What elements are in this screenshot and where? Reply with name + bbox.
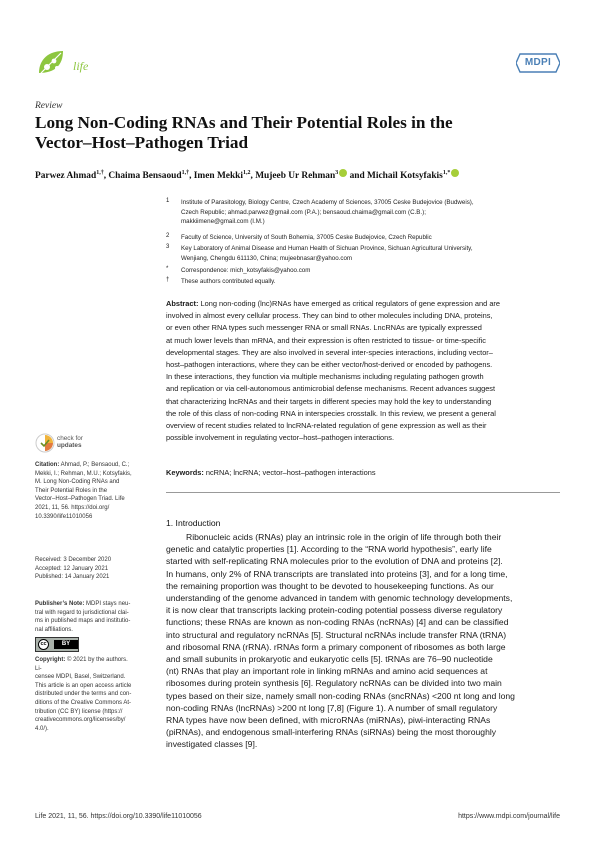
body-line: it is now clear that transcripts lacking protein-coding potential possess diverse regulatory	[166, 605, 503, 616]
citation-label: Citation:	[35, 462, 60, 468]
received-date: Received: 3 December 2020	[35, 557, 112, 563]
check-updates-line-2: updates	[57, 442, 82, 449]
abstract-line: possible involvement in regulating vector–host–pathogen interactions.	[166, 433, 395, 443]
body-line: investigated classes [9].	[166, 739, 258, 750]
body-line: started with self-replicating RNA molecules prior to the evolution of DNA and proteins [2].	[166, 556, 503, 567]
abstract-line: or even other RNA types such messenger RNA or small RNAs. LncRNAs are typically expressed	[166, 323, 482, 333]
author-separator: ,	[250, 171, 256, 181]
abstract-line: the role of this class of non-coding RNA in interspecies crosstalk. In this review, we present a general	[166, 408, 496, 418]
body-line: RNA types have now been defined, with microRNAs (miRNAs), piwi-interacting RNAs	[166, 715, 491, 726]
affiliation-item	[166, 198, 566, 227]
copyright-line: ditions of the Creative Commons At-	[35, 699, 132, 706]
copyright-line: tribution (CC BY) license (https://	[35, 708, 123, 715]
article-type: Review	[35, 101, 63, 111]
abstract	[166, 298, 566, 444]
affiliation-number: 1	[166, 198, 170, 204]
author-separator: ,	[103, 171, 109, 181]
title-line-2: Vector–Host–Pathogen Triad	[35, 133, 249, 152]
author-affiliation-marker: 3	[335, 169, 339, 176]
body-line: and small subunits in prokaryotic and eukaryotic cells [5]. tRNAs are 76–90 nucleotide	[166, 654, 493, 665]
author-separator: and	[347, 171, 368, 181]
abstract-line: and replication or via cell-autonomous antimicrobial defense mechanisms. Recent advances suggest	[166, 384, 496, 394]
author-affiliation-marker: 1,*	[442, 169, 451, 176]
body-line: types based on their size, namely small non-coding RNAs (sncRNAs) <200 nt long and long	[166, 690, 515, 701]
cc-icon: cc	[38, 639, 49, 650]
author-name[interactable]: Mujeeb Ur Rehman	[255, 171, 336, 181]
citation-line: Their Potential Roles in the	[35, 487, 108, 494]
body-line: ribosomes during protein synthesis [6]. Regulatory ncRNAs can be divided into two main	[166, 678, 502, 689]
affiliation-line: Wenjiang, Chengdu 611130, China; mujeebnasar@yahoo.com	[181, 254, 353, 262]
orcid-icon[interactable]	[451, 169, 459, 177]
citation-line: M. Long Non-Coding RNAs and	[35, 479, 120, 486]
abstract-line: at much lower levels than mRNA, and their expression is often restricted to tissue- or time-specific	[166, 335, 486, 345]
publisher-note-text: MDPI stays neu-	[86, 601, 131, 607]
abstract-line: overview of recent studies related to lncRNA-related regulation of gene expression as well as their	[166, 421, 487, 431]
abstract-label: Abstract:	[166, 299, 199, 308]
citation-text: Ahmad, P.; Bensaoud, C.;	[60, 462, 130, 468]
body-line: genetic and catalytic properties [1]. According to the “RNA world hypothesis”, early life	[166, 544, 492, 555]
keywords-label: Keywords:	[166, 468, 204, 477]
copyright-line	[35, 656, 135, 673]
affiliation-item	[166, 244, 566, 263]
body-line: understanding of the genome advanced in tandem with genomic technology developments,	[166, 593, 513, 604]
author-name[interactable]: Imen Mekki	[193, 171, 243, 181]
section-divider	[166, 492, 560, 493]
author-separator: ,	[189, 171, 194, 181]
copyright-block	[35, 656, 135, 733]
citation-line: Mekki, I.; Rehman, M.U.; Kotsyfakis,	[35, 470, 132, 477]
affiliation-line: Correspondence: mich_kotsyfakis@yahoo.com	[181, 267, 311, 274]
check-for-updates-badge[interactable]	[35, 433, 115, 455]
abstract-line	[166, 298, 566, 310]
body-line: Ribonucleic acids (RNAs) play an intrinsic role in the origin of life through both their	[186, 532, 502, 542]
footer-journal-url[interactable]: https://www.mdpi.com/journal/life	[458, 813, 560, 820]
title-line-1: Long Non-Coding RNAs and Their Potential Roles in the	[35, 113, 453, 132]
affiliation-number: *	[166, 266, 169, 272]
copyright-line: 4.0/).	[35, 725, 49, 732]
abstract-text: Long non-coding (lnc)RNAs have emerged as critical regulators of gene expression and are	[200, 299, 501, 308]
affiliation-text	[181, 244, 473, 263]
abstract-line: that characterizing lncRNAs and their targets in different species may hold the key to understanding	[166, 396, 492, 406]
affiliation-number: 2	[166, 233, 170, 239]
by-label: BY	[54, 640, 78, 649]
publisher-note	[35, 600, 135, 634]
affiliation-number: †	[166, 277, 170, 283]
affiliation-text	[181, 198, 474, 227]
abstract-line: In these interactions, they function via multiple mechanisms including regulating pathogen growth	[166, 372, 484, 382]
article-title	[35, 113, 555, 153]
affiliation-number: 3	[166, 244, 170, 250]
license-link[interactable]: creativecommons.org/licenses/by/	[35, 717, 126, 724]
footer-citation[interactable]: Life 2021, 11, 56. https://doi.org/10.3390/life11010056	[35, 813, 202, 820]
affiliation-line: Faculty of Science, University of South Bohemia, 37005 Ceske Budejovice, Czech Republic	[181, 234, 432, 241]
affiliation-line: Czech Republic; ahmad.parwez@gmail.com (P.A.); bensaoud.chaima@gmail.com (C.B.);	[181, 208, 426, 216]
citation-line	[35, 461, 135, 470]
affiliation-text	[181, 266, 310, 276]
dates-block	[35, 556, 135, 582]
keywords-text: ncRNA; lncRNA; vector–host–pathogen interactions	[205, 468, 376, 477]
body-line: functions; these RNAs are known as non-coding RNAs (ncRNAs) [4] and can be classified	[166, 617, 509, 628]
affiliation-item	[166, 277, 566, 287]
abstract-line: host–pathogen interactions, where they can be either vector/host-derived or encoded by pathogens.	[166, 360, 493, 370]
author-name[interactable]: Michail Kotsyfakis	[367, 171, 443, 181]
abstract-line: involved in almost every cellular process. They can bind to other molecules including DNA, proteins,	[166, 311, 493, 321]
introduction-body	[166, 531, 560, 751]
affiliation-line: Institute of Parasitology, Biology Centre, Czech Academy of Sciences, 37005 Ceske Budejovice (Budweis),	[181, 199, 474, 206]
author-name[interactable]: Chaima Bensaoud	[108, 171, 182, 181]
publisher-note-line: nal affiliations.	[35, 626, 73, 633]
published-date: Published: 14 January 2021	[35, 574, 110, 581]
life-leaf-icon	[35, 47, 69, 79]
mdpi-logo-text: MDPI	[524, 57, 552, 68]
publisher-note-line	[35, 600, 135, 609]
author-list	[35, 169, 575, 181]
copyright-line: distributed under the terms and con-	[35, 691, 132, 698]
affiliation-line: Key Laboratory of Animal Disease and Human Health of Sichuan Province, Sichuan Agricultural University,	[181, 245, 473, 252]
affiliation-line: makkiimene@gmail.com (I.M.)	[181, 218, 265, 226]
body-line: into structural and regulatory ncRNAs [5]. Structural ncRNAs include transfer RNA (tRNA)	[166, 629, 507, 640]
affiliation-line: These authors contributed equally.	[181, 278, 276, 285]
copyright-line: censee MDPI, Basel, Switzerland.	[35, 674, 126, 681]
body-line: the remaining proportion was thought to be devoted to housekeeping functions. As our	[166, 580, 494, 591]
check-updates-icon	[35, 433, 55, 453]
abstract-line: developmental stages. They are also involved in several inter-species interactions, including vector–	[166, 347, 493, 357]
affiliation-item	[166, 233, 566, 243]
citation-doi-link[interactable]: 10.3390/life11010056	[35, 513, 93, 520]
publisher-note-label: Publisher’s Note:	[35, 601, 85, 607]
check-updates-line-1: check for	[57, 435, 83, 442]
author-affiliation-marker: 1,2	[243, 169, 251, 176]
copyright-text: © 2021 by the authors. Li-	[35, 657, 128, 672]
body-line: (piRNAs), and endogenous small-interfering RNAs (siRNAs) being the most thoroughly	[166, 727, 497, 738]
keywords	[166, 468, 376, 477]
author-affiliation-marker: 1,†	[181, 169, 190, 176]
section-heading: 1. Introduction	[166, 518, 221, 528]
affiliation-text	[181, 277, 275, 287]
cc-by-badge[interactable]	[35, 637, 79, 652]
body-line: (nt) RNAs that play an important role in linking mRNAs and amino acid sequences at	[166, 666, 488, 677]
mdpi-logo[interactable]	[516, 52, 560, 74]
affiliation-item	[166, 266, 566, 276]
body-line: In humans, only 2% of RNA transcripts are translated into proteins [3], and for a long time,	[166, 568, 508, 579]
body-line: and ribosomal RNA (rRNA). rRNAs form a primary component of ribosomes as both large	[166, 641, 506, 652]
publisher-note-line: ms in published maps and institutio-	[35, 618, 131, 625]
copyright-line: This article is an open access article	[35, 682, 132, 689]
publisher-note-line: tral with regard to jurisdictional clai-	[35, 609, 129, 616]
citation-line: Vector–Host–Pathogen Triad. Life	[35, 496, 125, 503]
affiliation-text	[181, 233, 432, 243]
journal-name: life	[73, 59, 89, 73]
copyright-label: Copyright:	[35, 657, 66, 663]
body-line: non-coding RNAs (lncRNAs) >200 nt long [7,8] (Figure 1). A number of small regulatory	[166, 702, 498, 713]
citation-line: 2021, 11, 56. https://doi.org/	[35, 504, 110, 511]
author-name[interactable]: Parwez Ahmad	[35, 171, 97, 181]
author-affiliation-marker: 1,†	[96, 169, 104, 176]
accepted-date: Accepted: 12 January 2021	[35, 565, 109, 572]
journal-logo[interactable]	[35, 47, 105, 81]
citation-block	[35, 461, 135, 521]
